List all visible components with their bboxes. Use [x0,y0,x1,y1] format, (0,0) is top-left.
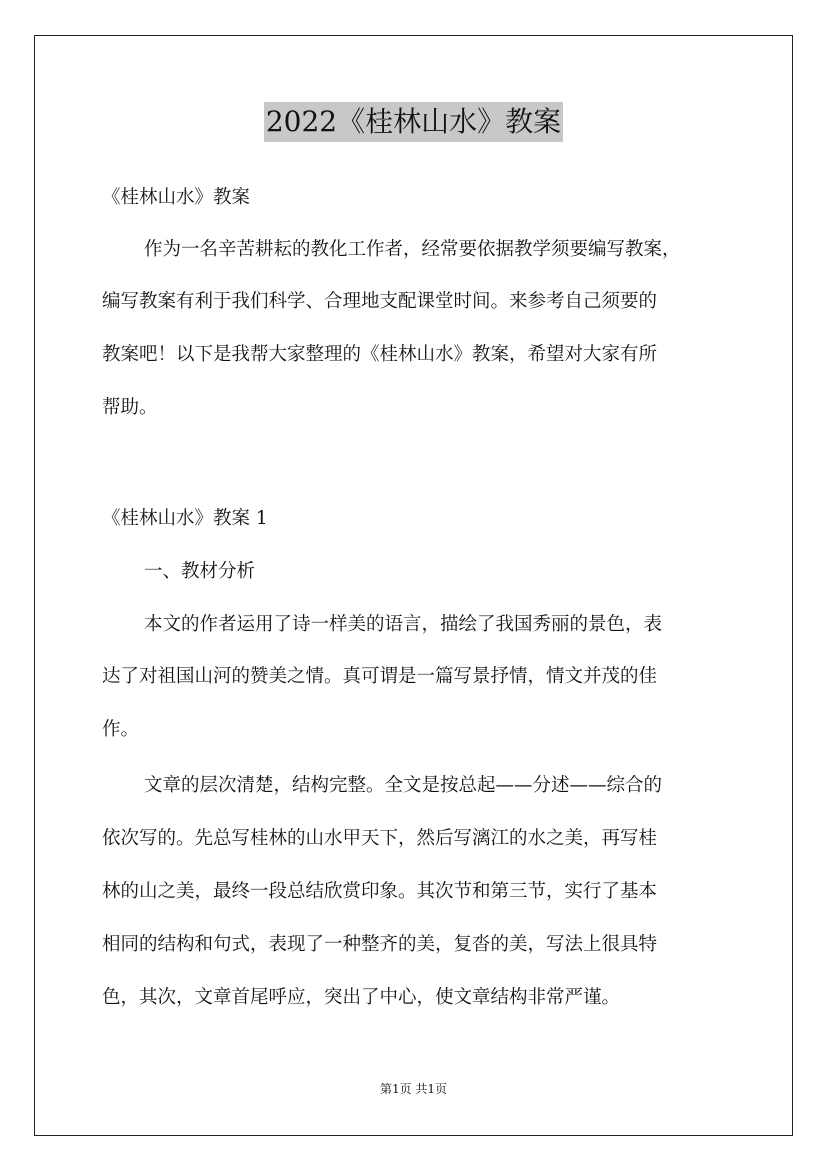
page-footer [0,1080,827,1097]
para2-line-2: 依次写的。先总写桂林的山水甲天下，然后写漓江的水之美，再写桂 [102,828,658,849]
section-title: 《桂林山水》教案 1 [102,508,268,529]
para1-line-2: 达了对祖国山河的赞美之情。真可谓是一篇写景抒情，情文并茂的佳 [102,666,658,687]
intro-line-3: 教案吧！以下是我帮大家整理的《桂林山水》教案，希望对大家有所 [102,344,658,365]
title-container [0,102,827,142]
para2-line-4: 相同的结构和句式，表现了一种整齐的美，复沓的美，写法上很具特 [102,934,658,955]
document-title: 2022《桂林山水》教案 [264,102,563,142]
para1-line-3: 作。 [102,719,140,740]
para2-line-1: 文章的层次清楚，结构完整。全文是按总起——分述——综合的 [144,775,663,796]
page-number: 第1页 共1页 [379,1082,448,1096]
intro-line-4: 帮助。 [102,397,158,418]
para2-line-3: 林的山之美，最终一段总结欣赏印象。其次节和第三节，实行了基本 [102,881,658,902]
intro-line-1: 作为一名辛苦耕耘的教化工作者，经常要依据教学须要编写教案， [144,239,681,260]
para1-line-1: 本文的作者运用了诗一样美的语言，描绘了我国秀丽的景色，表 [144,614,663,635]
section-heading: 一、教材分析 [144,561,256,582]
para2-line-5: 色，其次，文章首尾呼应，突出了中心，使文章结构非常严谨。 [102,987,621,1008]
intro-line-2: 编写教案有利于我们科学、合理地支配课堂时间。来参考自己须要的 [102,291,658,312]
document-subtitle: 《桂林山水》教案 [102,187,251,208]
